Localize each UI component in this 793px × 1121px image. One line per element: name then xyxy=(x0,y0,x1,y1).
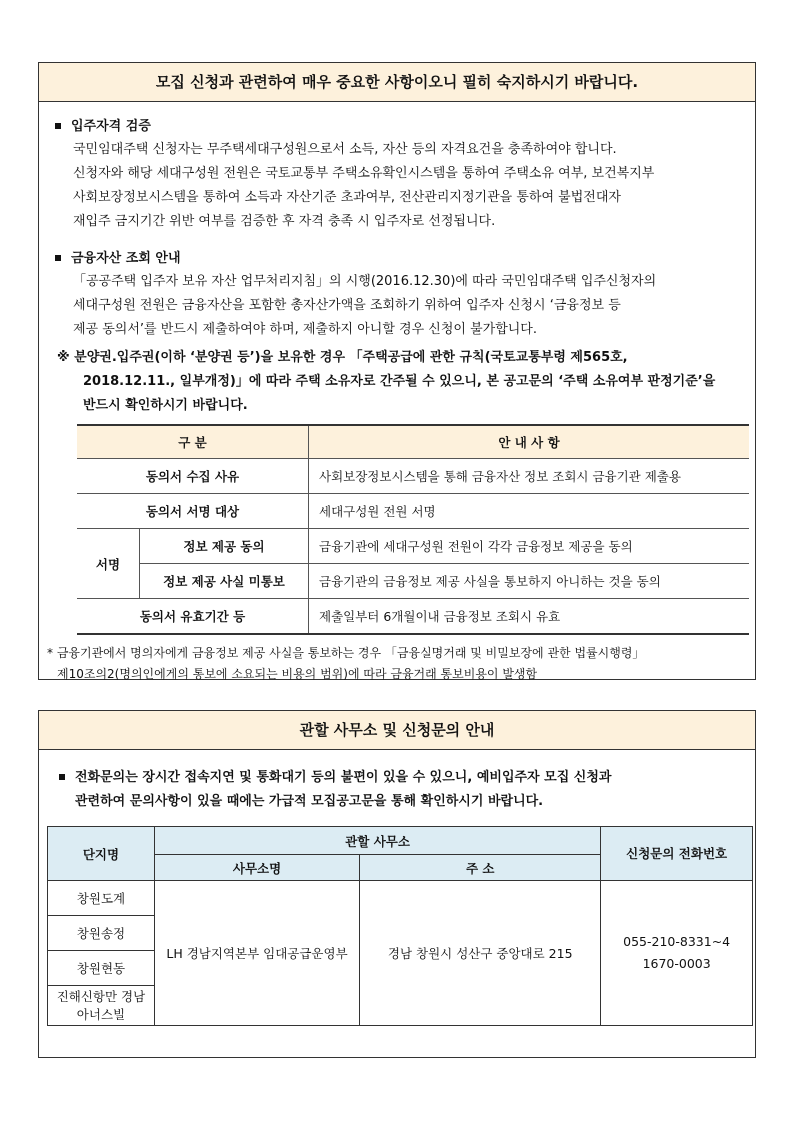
row-value: 세대구성원 전원 서명 xyxy=(309,494,750,529)
important-notice-box xyxy=(38,62,756,680)
financial-note-line: ※ 분양권.입주권(이하 ‘분양권 등’)을 보유한 경우 「주택공급에 관한 규칙(국토교통부령 제565호, xyxy=(57,350,628,365)
row-value: 금융기관의 금융정보 제공 사실을 통보하지 아니하는 것을 동의 xyxy=(309,564,750,599)
office-phone-1: 055-210-8331~4 xyxy=(623,934,731,949)
square-bullet-icon xyxy=(55,123,61,129)
table-row xyxy=(77,529,749,564)
office-address: 경남 창원시 성산구 중앙대로 215 xyxy=(360,881,601,1026)
phone-notice xyxy=(53,766,741,814)
consent-table xyxy=(77,424,749,635)
consent-col-guide: 안 내 사 항 xyxy=(309,425,750,459)
complex-name: 창원송정 xyxy=(48,916,155,951)
complex-name: 진해신항만 경남아너스빌 xyxy=(48,986,155,1026)
eligibility-text xyxy=(53,138,741,234)
row-label: 동의서 유효기간 등 xyxy=(77,599,309,635)
footnote-line: 제10조의2(명의인에게의 통보에 소요되는 비용의 범위)에 따라 금융거래 통보비용이 발생함 xyxy=(57,667,538,681)
financial-note-line: 반드시 확인하시기 바랍니다. xyxy=(83,398,248,413)
office-info-header: 관할 사무소 및 신청문의 안내 xyxy=(39,711,755,750)
office-name: LH 경남지역본부 임대공급운영부 xyxy=(154,881,359,1026)
complex-name: 창원도계 xyxy=(48,881,155,916)
square-bullet-icon xyxy=(55,255,61,261)
row-value: 사회보장정보시스템을 통해 금융자산 정보 조회시 금융기관 제출용 xyxy=(309,459,750,494)
financial-line: 제공 동의서’를 반드시 제출하여야 하며, 제출하지 아니할 경우 신청이 불가합니다. xyxy=(73,322,538,337)
row-value: 금융기관에 세대구성원 전원이 각각 금융정보 제공을 동의 xyxy=(309,529,750,564)
phone-notice-line: 관련하여 문의사항이 있을 때에는 가급적 모집공고문을 통해 확인하시기 바랍니다. xyxy=(75,794,544,809)
financial-line: 「공공주택 입주자 보유 자산 업무처리지침」의 시행(2016.12.30)에 따라 국민임대주택 입주신청자의 xyxy=(73,274,657,289)
col-address: 주 소 xyxy=(360,855,601,881)
financial-note-line: 2018.12.11., 일부개정)」에 따라 주택 소유자로 간주될 수 있으니, 본 공고문의 ‘주택 소유여부 판정기준’을 xyxy=(83,374,716,389)
phone-notice-line-row xyxy=(57,766,741,790)
col-office-group: 관할 사무소 xyxy=(154,827,600,855)
row-group-label: 서명 xyxy=(77,529,140,599)
eligibility-title-row xyxy=(53,116,741,138)
footnote-line: * 금융기관에서 명의자에게 금융정보 제공 사실을 통보하는 경우 「금융실명거래 및 비밀보장에 관한 법률시행령」 xyxy=(47,646,645,660)
financial-line: 세대구성원 전원은 금융자산을 포함한 총자산가액을 조회하기 위하여 입주자 신청시 ‘금융정보 등 xyxy=(73,298,621,313)
financial-text xyxy=(53,270,741,342)
col-complex: 단지명 xyxy=(48,827,155,881)
phone-notice-line: 전화문의는 장시간 접속지연 및 통화대기 등의 불편이 있을 수 있으니, 예비입주자 모집 신청과 xyxy=(75,770,612,785)
office-table-header xyxy=(48,827,753,855)
table-row xyxy=(77,494,749,529)
consent-col-category: 구 분 xyxy=(77,425,309,459)
complex-name: 창원현동 xyxy=(48,951,155,986)
row-label: 정보 제공 동의 xyxy=(140,529,309,564)
important-notice-header: 모집 신청과 관련하여 매우 중요한 사항이오니 필히 숙지하시기 바랍니다. xyxy=(39,63,755,102)
eligibility-line: 국민임대주택 신청자는 무주택세대구성원으로서 소득, 자산 등의 자격요건을 충족하여야 합니다. xyxy=(73,142,617,157)
square-bullet-icon xyxy=(59,774,65,780)
financial-note xyxy=(53,346,741,418)
table-row xyxy=(77,564,749,599)
table-row xyxy=(77,599,749,635)
eligibility-line: 사회보장정보시스템을 통하여 소득과 자산기준 초과여부, 전산관리지정기관을 통하여 불법전대자 xyxy=(73,190,621,205)
financial-title: 금융자산 조회 안내 xyxy=(71,251,181,266)
table-row xyxy=(48,881,753,916)
eligibility-line: 재입주 금지기간 위반 여부를 검증한 후 자격 충족 시 입주자로 선정됩니다. xyxy=(73,214,496,229)
footnote xyxy=(47,643,741,685)
office-info-body xyxy=(39,766,755,1026)
col-office-name: 사무소명 xyxy=(154,855,359,881)
office-info-box xyxy=(38,710,756,1058)
consent-table-header xyxy=(77,425,749,459)
row-label: 동의서 수집 사유 xyxy=(77,459,309,494)
table-row xyxy=(77,459,749,494)
important-notice-body xyxy=(39,116,755,685)
financial-title-row xyxy=(53,248,741,270)
row-value: 제출일부터 6개월이내 금융정보 조회시 유효 xyxy=(309,599,750,635)
office-table xyxy=(47,826,753,1026)
office-phone xyxy=(601,881,753,1026)
col-phone: 신청문의 전화번호 xyxy=(601,827,753,881)
row-label: 정보 제공 사실 미통보 xyxy=(140,564,309,599)
row-label: 동의서 서명 대상 xyxy=(77,494,309,529)
eligibility-title: 입주자격 검증 xyxy=(71,119,151,134)
eligibility-line: 신청자와 해당 세대구성원 전원은 국토교통부 주택소유확인시스템을 통하여 주택소유 여부, 보건복지부 xyxy=(73,166,655,181)
office-phone-2: 1670-0003 xyxy=(642,956,711,971)
